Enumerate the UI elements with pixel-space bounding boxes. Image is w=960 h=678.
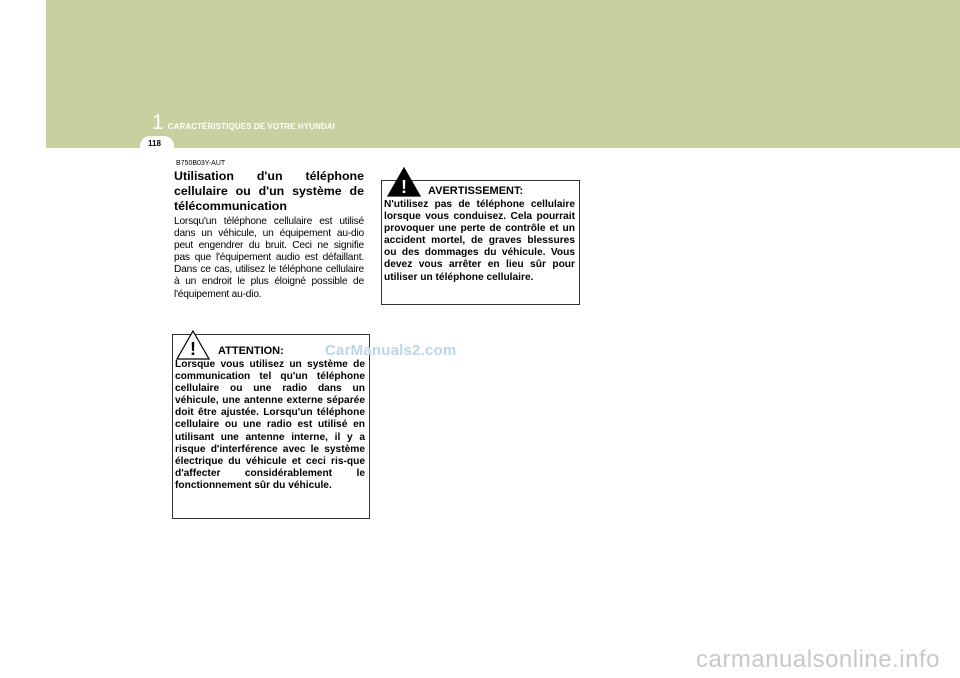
attention-heading: ATTENTION: [218,345,284,357]
page-number: 118 [148,139,161,148]
attention-symbol: ! [190,339,196,359]
section-body: Lorsqu'un téléphone cellulaire est utilisé dans un véhicule, un équipement au-dio peut engendrer du bruit. Ceci ne signifie pas que l'équipement audio est défaillant. Dans ce cas, utilisez le téléphone cellulaire à un endroit le plus éloigné possible de l'équipement au-dio. [174,216,364,300]
chapter-header [152,111,335,133]
reference-code: B750B03Y-AUT [176,160,226,167]
avertissement-text: N'utilisez pas de téléphone cellulaire lorsque vous conduisez. Cela pourrait provoquer une perte de contrôle et un accident mortel, de graves blessures ou des dommages du véhicule. Vous devez vous arrêter en lieu sûr pour utiliser un téléphone cellulaire. [384,199,575,283]
chapter-number: 1 [152,111,164,134]
footer-watermark: carmanualsonline.info [696,646,940,673]
warning-triangle-icon [387,167,421,197]
avertissement-symbol: ! [401,177,407,197]
section-title: Utilisation d'un téléphone cellulaire ou d'un système de télécommunication [174,169,364,213]
center-watermark: CarManuals2.com [325,342,457,359]
caution-triangle-icon [176,330,210,360]
attention-text: Lorsque vous utilisez un système de communication tel qu'un téléphone cellulaire ou une radio dans un véhicule, une antenne externe séparée doit être ajustée. Lorsqu'un téléphone cellulaire ou une radio est utilisé en utilisant une antenne interne, il y a risque d'interférence avec le système électrique du véhicule et ceci ris-que d'affecter considérablement le fonctionnement sûr du véhicule. [175,359,365,491]
chapter-title: CARACTÉRISTIQUES DE VOTRE HYUNDAI [167,122,335,131]
avertissement-heading: AVERTISSEMENT: [428,185,524,197]
